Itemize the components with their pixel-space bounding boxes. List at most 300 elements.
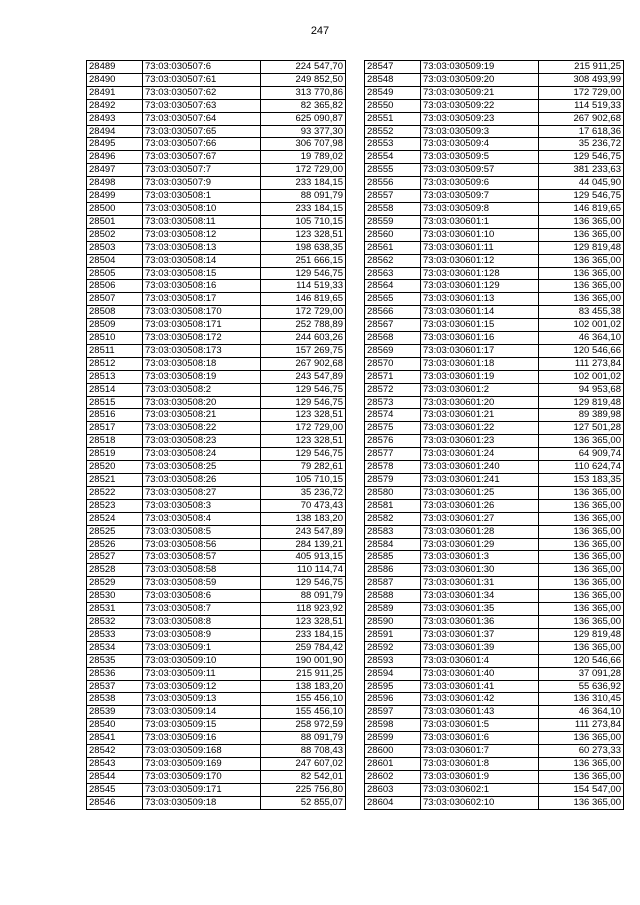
table-row — [87, 628, 346, 641]
row-number-cell: 28576 — [365, 435, 421, 448]
cadastral-number-cell: 73:03:030601:29 — [421, 538, 539, 551]
cadastral-number-cell: 73:03:030601:7 — [421, 745, 539, 758]
row-number-cell: 28510 — [87, 332, 143, 345]
row-number-cell: 28563 — [365, 267, 421, 280]
row-number-cell: 28522 — [87, 486, 143, 499]
row-number-cell: 28492 — [87, 99, 143, 112]
table-row — [365, 564, 624, 577]
value-cell: 172 729,00 — [261, 306, 346, 319]
table-row — [365, 370, 624, 383]
value-cell: 129 546,75 — [261, 448, 346, 461]
value-cell: 88 091,79 — [261, 590, 346, 603]
registry-table-left — [86, 60, 346, 810]
row-number-cell: 28574 — [365, 409, 421, 422]
table-row — [365, 190, 624, 203]
table-row — [87, 125, 346, 138]
registry-table-right-body — [365, 61, 624, 810]
row-number-cell: 28586 — [365, 564, 421, 577]
cadastral-number-cell: 73:03:030508:5 — [143, 525, 261, 538]
table-row — [87, 693, 346, 706]
table-row — [87, 667, 346, 680]
value-cell: 127 501,28 — [539, 422, 624, 435]
table-row — [87, 732, 346, 745]
cadastral-number-cell: 73:03:030507:9 — [143, 177, 261, 190]
cadastral-number-cell: 73:03:030601:240 — [421, 461, 539, 474]
table-row — [365, 538, 624, 551]
row-number-cell: 28515 — [87, 396, 143, 409]
cadastral-number-cell: 73:03:030509:57 — [421, 164, 539, 177]
row-number-cell: 28529 — [87, 577, 143, 590]
value-cell: 136 365,00 — [539, 577, 624, 590]
table-row — [365, 151, 624, 164]
cadastral-number-cell: 73:03:030508:16 — [143, 280, 261, 293]
row-number-cell: 28527 — [87, 551, 143, 564]
value-cell: 102 001,02 — [539, 370, 624, 383]
table-row — [365, 202, 624, 215]
row-number-cell: 28580 — [365, 486, 421, 499]
cadastral-number-cell: 73:03:030508:10 — [143, 202, 261, 215]
table-row — [365, 319, 624, 332]
table-row — [87, 344, 346, 357]
value-cell: 252 788,89 — [261, 319, 346, 332]
row-number-cell: 28557 — [365, 190, 421, 203]
value-cell: 82 365,82 — [261, 99, 346, 112]
cadastral-number-cell: 73:03:030508:27 — [143, 486, 261, 499]
table-row — [87, 99, 346, 112]
row-number-cell: 28500 — [87, 202, 143, 215]
value-cell: 60 273,33 — [539, 745, 624, 758]
value-cell: 136 365,00 — [539, 538, 624, 551]
table-row — [365, 383, 624, 396]
row-number-cell: 28561 — [365, 241, 421, 254]
row-number-cell: 28565 — [365, 293, 421, 306]
cadastral-number-cell: 73:03:030509:169 — [143, 757, 261, 770]
value-cell: 136 365,00 — [539, 757, 624, 770]
table-row — [87, 577, 346, 590]
cadastral-number-cell: 73:03:030601:39 — [421, 641, 539, 654]
row-number-cell: 28538 — [87, 693, 143, 706]
value-cell: 136 365,00 — [539, 293, 624, 306]
cadastral-number-cell: 73:03:030508:170 — [143, 306, 261, 319]
cadastral-number-cell: 73:03:030509:14 — [143, 706, 261, 719]
row-number-cell: 28518 — [87, 435, 143, 448]
value-cell: 136 365,00 — [539, 564, 624, 577]
table-row — [365, 86, 624, 99]
table-row — [365, 332, 624, 345]
value-cell: 215 911,25 — [539, 61, 624, 74]
table-row — [87, 396, 346, 409]
value-cell: 129 546,75 — [539, 190, 624, 203]
value-cell: 243 547,89 — [261, 525, 346, 538]
value-cell: 267 902,68 — [261, 357, 346, 370]
value-cell: 146 819,65 — [539, 202, 624, 215]
cadastral-number-cell: 73:03:030601:26 — [421, 499, 539, 512]
cadastral-number-cell: 73:03:030601:35 — [421, 603, 539, 616]
value-cell: 52 855,07 — [261, 796, 346, 809]
cadastral-number-cell: 73:03:030507:66 — [143, 138, 261, 151]
cadastral-number-cell: 73:03:030601:1 — [421, 215, 539, 228]
value-cell: 88 091,79 — [261, 732, 346, 745]
row-number-cell: 28508 — [87, 306, 143, 319]
table-row — [365, 680, 624, 693]
value-cell: 136 365,00 — [539, 615, 624, 628]
table-row — [87, 654, 346, 667]
value-cell: 308 493,99 — [539, 73, 624, 86]
table-row — [365, 241, 624, 254]
value-cell: 155 456,10 — [261, 706, 346, 719]
table-row — [87, 86, 346, 99]
value-cell: 129 546,75 — [539, 151, 624, 164]
value-cell: 172 729,00 — [261, 422, 346, 435]
value-cell: 247 607,02 — [261, 757, 346, 770]
value-cell: 136 365,00 — [539, 486, 624, 499]
cadastral-number-cell: 73:03:030601:128 — [421, 267, 539, 280]
value-cell: 110 624,74 — [539, 461, 624, 474]
registry-table-right — [364, 60, 624, 810]
cadastral-number-cell: 73:03:030508:58 — [143, 564, 261, 577]
table-row — [87, 564, 346, 577]
table-row — [87, 409, 346, 422]
row-number-cell: 28531 — [87, 603, 143, 616]
table-row — [365, 486, 624, 499]
row-number-cell: 28494 — [87, 125, 143, 138]
cadastral-number-cell: 73:03:030601:34 — [421, 590, 539, 603]
row-number-cell: 28504 — [87, 254, 143, 267]
table-row — [87, 138, 346, 151]
table-row — [87, 525, 346, 538]
value-cell: 190 001,90 — [261, 654, 346, 667]
cadastral-number-cell: 73:03:030508:57 — [143, 551, 261, 564]
row-number-cell: 28544 — [87, 770, 143, 783]
table-row — [365, 228, 624, 241]
cadastral-number-cell: 73:03:030508:26 — [143, 474, 261, 487]
cadastral-number-cell: 73:03:030508:1 — [143, 190, 261, 203]
row-number-cell: 28524 — [87, 512, 143, 525]
cadastral-number-cell: 73:03:030507:64 — [143, 112, 261, 125]
value-cell: 129 546,75 — [261, 383, 346, 396]
value-cell: 93 377,30 — [261, 125, 346, 138]
row-number-cell: 28603 — [365, 783, 421, 796]
row-number-cell: 28549 — [365, 86, 421, 99]
cadastral-number-cell: 73:03:030601:241 — [421, 474, 539, 487]
cadastral-number-cell: 73:03:030508:2 — [143, 383, 261, 396]
table-row — [87, 151, 346, 164]
value-cell: 105 710,15 — [261, 474, 346, 487]
cadastral-number-cell: 73:03:030508:6 — [143, 590, 261, 603]
value-cell: 136 310,45 — [539, 693, 624, 706]
value-cell: 625 090,87 — [261, 112, 346, 125]
value-cell: 79 282,61 — [261, 461, 346, 474]
value-cell: 249 852,50 — [261, 73, 346, 86]
row-number-cell: 28505 — [87, 267, 143, 280]
value-cell: 136 365,00 — [539, 267, 624, 280]
row-number-cell: 28536 — [87, 667, 143, 680]
row-number-cell: 28573 — [365, 396, 421, 409]
row-number-cell: 28584 — [365, 538, 421, 551]
value-cell: 136 365,00 — [539, 603, 624, 616]
row-number-cell: 28601 — [365, 757, 421, 770]
row-number-cell: 28495 — [87, 138, 143, 151]
value-cell: 136 365,00 — [539, 512, 624, 525]
cadastral-number-cell: 73:03:030601:5 — [421, 719, 539, 732]
row-number-cell: 28548 — [365, 73, 421, 86]
table-row — [87, 357, 346, 370]
table-row — [87, 280, 346, 293]
row-number-cell: 28503 — [87, 241, 143, 254]
row-number-cell: 28592 — [365, 641, 421, 654]
cadastral-number-cell: 73:03:030508:23 — [143, 435, 261, 448]
table-row — [87, 783, 346, 796]
row-number-cell: 28602 — [365, 770, 421, 783]
cadastral-number-cell: 73:03:030601:30 — [421, 564, 539, 577]
table-row — [87, 538, 346, 551]
value-cell: 258 972,59 — [261, 719, 346, 732]
cadastral-number-cell: 73:03:030509:1 — [143, 641, 261, 654]
value-cell: 105 710,15 — [261, 215, 346, 228]
cadastral-number-cell: 73:03:030601:8 — [421, 757, 539, 770]
row-number-cell: 28585 — [365, 551, 421, 564]
table-row — [87, 177, 346, 190]
cadastral-number-cell: 73:03:030601:28 — [421, 525, 539, 538]
cadastral-number-cell: 73:03:030509:16 — [143, 732, 261, 745]
row-number-cell: 28491 — [87, 86, 143, 99]
table-row — [87, 332, 346, 345]
row-number-cell: 28604 — [365, 796, 421, 809]
row-number-cell: 28525 — [87, 525, 143, 538]
value-cell: 225 756,80 — [261, 783, 346, 796]
row-number-cell: 28555 — [365, 164, 421, 177]
value-cell: 129 819,48 — [539, 241, 624, 254]
page-number: 247 — [310, 25, 330, 37]
table-row — [87, 615, 346, 628]
cadastral-number-cell: 73:03:030509:15 — [143, 719, 261, 732]
table-row — [87, 551, 346, 564]
value-cell: 136 365,00 — [539, 280, 624, 293]
value-cell: 136 365,00 — [539, 732, 624, 745]
cadastral-number-cell: 73:03:030508:7 — [143, 603, 261, 616]
table-row — [365, 757, 624, 770]
table-row — [87, 796, 346, 809]
value-cell: 129 819,48 — [539, 628, 624, 641]
value-cell: 114 519,33 — [261, 280, 346, 293]
row-number-cell: 28511 — [87, 344, 143, 357]
table-row — [365, 306, 624, 319]
cadastral-number-cell: 73:03:030601:22 — [421, 422, 539, 435]
table-row — [365, 254, 624, 267]
value-cell: 267 902,68 — [539, 112, 624, 125]
value-cell: 244 603,26 — [261, 332, 346, 345]
row-number-cell: 28526 — [87, 538, 143, 551]
value-cell: 82 542,01 — [261, 770, 346, 783]
table-row — [87, 680, 346, 693]
value-cell: 313 770,86 — [261, 86, 346, 99]
row-number-cell: 28552 — [365, 125, 421, 138]
value-cell: 259 784,42 — [261, 641, 346, 654]
value-cell: 111 273,84 — [539, 357, 624, 370]
cadastral-number-cell: 73:03:030509:7 — [421, 190, 539, 203]
value-cell: 110 114,74 — [261, 564, 346, 577]
row-number-cell: 28512 — [87, 357, 143, 370]
value-cell: 88 708,43 — [261, 745, 346, 758]
row-number-cell: 28587 — [365, 577, 421, 590]
cadastral-number-cell: 73:03:030601:16 — [421, 332, 539, 345]
table-row — [87, 745, 346, 758]
table-row — [365, 732, 624, 745]
row-number-cell: 28566 — [365, 306, 421, 319]
value-cell: 102 001,02 — [539, 319, 624, 332]
value-cell: 120 546,66 — [539, 344, 624, 357]
row-number-cell: 28598 — [365, 719, 421, 732]
row-number-cell: 28496 — [87, 151, 143, 164]
row-number-cell: 28562 — [365, 254, 421, 267]
row-number-cell: 28588 — [365, 590, 421, 603]
table-row — [365, 357, 624, 370]
value-cell: 123 328,51 — [261, 435, 346, 448]
value-cell: 155 456,10 — [261, 693, 346, 706]
value-cell: 35 236,72 — [261, 486, 346, 499]
table-row — [87, 448, 346, 461]
cadastral-number-cell: 73:03:030601:21 — [421, 409, 539, 422]
cadastral-number-cell: 73:03:030507:63 — [143, 99, 261, 112]
row-number-cell: 28489 — [87, 61, 143, 74]
cadastral-number-cell: 73:03:030509:170 — [143, 770, 261, 783]
row-number-cell: 28528 — [87, 564, 143, 577]
value-cell: 35 236,72 — [539, 138, 624, 151]
row-number-cell: 28564 — [365, 280, 421, 293]
row-number-cell: 28519 — [87, 448, 143, 461]
cadastral-number-cell: 73:03:030509:19 — [421, 61, 539, 74]
row-number-cell: 28553 — [365, 138, 421, 151]
value-cell: 120 546,66 — [539, 654, 624, 667]
cadastral-number-cell: 73:03:030507:62 — [143, 86, 261, 99]
row-number-cell: 28513 — [87, 370, 143, 383]
table-row — [87, 706, 346, 719]
cadastral-number-cell: 73:03:030602:10 — [421, 796, 539, 809]
cadastral-number-cell: 73:03:030507:65 — [143, 125, 261, 138]
table-row — [365, 164, 624, 177]
table-row — [365, 706, 624, 719]
table-row — [365, 112, 624, 125]
cadastral-number-cell: 73:03:030601:19 — [421, 370, 539, 383]
row-number-cell: 28560 — [365, 228, 421, 241]
row-number-cell: 28575 — [365, 422, 421, 435]
cadastral-number-cell: 73:03:030601:23 — [421, 435, 539, 448]
table-row — [365, 551, 624, 564]
table-row — [365, 796, 624, 809]
cadastral-number-cell: 73:03:030508:13 — [143, 241, 261, 254]
table-row — [87, 590, 346, 603]
cadastral-number-cell: 73:03:030601:17 — [421, 344, 539, 357]
value-cell: 284 139,21 — [261, 538, 346, 551]
row-number-cell: 28506 — [87, 280, 143, 293]
row-number-cell: 28533 — [87, 628, 143, 641]
value-cell: 198 638,35 — [261, 241, 346, 254]
table-row — [87, 719, 346, 732]
table-row — [365, 177, 624, 190]
row-number-cell: 28554 — [365, 151, 421, 164]
row-number-cell: 28599 — [365, 732, 421, 745]
table-row — [365, 448, 624, 461]
cadastral-number-cell: 73:03:030508:3 — [143, 499, 261, 512]
table-row — [365, 641, 624, 654]
value-cell: 46 364,10 — [539, 332, 624, 345]
value-cell: 136 365,00 — [539, 499, 624, 512]
cadastral-number-cell: 73:03:030601:3 — [421, 551, 539, 564]
value-cell: 146 819,65 — [261, 293, 346, 306]
row-number-cell: 28582 — [365, 512, 421, 525]
row-number-cell: 28596 — [365, 693, 421, 706]
cadastral-number-cell: 73:03:030508:9 — [143, 628, 261, 641]
table-row — [365, 577, 624, 590]
cadastral-number-cell: 73:03:030601:4 — [421, 654, 539, 667]
registry-table-left-body — [87, 61, 346, 810]
table-row — [365, 215, 624, 228]
cadastral-number-cell: 73:03:030601:18 — [421, 357, 539, 370]
value-cell: 37 091,28 — [539, 667, 624, 680]
value-cell: 111 273,84 — [539, 719, 624, 732]
value-cell: 381 233,63 — [539, 164, 624, 177]
cadastral-number-cell: 73:03:030601:41 — [421, 680, 539, 693]
table-row — [365, 615, 624, 628]
value-cell: 46 364,10 — [539, 706, 624, 719]
cadastral-number-cell: 73:03:030601:10 — [421, 228, 539, 241]
cadastral-number-cell: 73:03:030601:14 — [421, 306, 539, 319]
table-row — [87, 319, 346, 332]
cadastral-number-cell: 73:03:030509:12 — [143, 680, 261, 693]
row-number-cell: 28581 — [365, 499, 421, 512]
value-cell: 114 519,33 — [539, 99, 624, 112]
value-cell: 136 365,00 — [539, 796, 624, 809]
row-number-cell: 28568 — [365, 332, 421, 345]
cadastral-number-cell: 73:03:030509:168 — [143, 745, 261, 758]
table-row — [87, 202, 346, 215]
table-row — [365, 719, 624, 732]
cadastral-number-cell: 73:03:030508:20 — [143, 396, 261, 409]
table-row — [87, 267, 346, 280]
value-cell: 129 546,75 — [261, 396, 346, 409]
cadastral-number-cell: 73:03:030601:27 — [421, 512, 539, 525]
cadastral-number-cell: 73:03:030509:8 — [421, 202, 539, 215]
table-row — [87, 164, 346, 177]
cadastral-number-cell: 73:03:030508:11 — [143, 215, 261, 228]
row-number-cell: 28509 — [87, 319, 143, 332]
table-row — [365, 422, 624, 435]
cadastral-number-cell: 73:03:030508:171 — [143, 319, 261, 332]
table-row — [87, 474, 346, 487]
cadastral-number-cell: 73:03:030601:43 — [421, 706, 539, 719]
row-number-cell: 28545 — [87, 783, 143, 796]
row-number-cell: 28532 — [87, 615, 143, 628]
value-cell: 157 269,75 — [261, 344, 346, 357]
row-number-cell: 28569 — [365, 344, 421, 357]
table-row — [87, 254, 346, 267]
value-cell: 243 547,89 — [261, 370, 346, 383]
value-cell: 136 365,00 — [539, 551, 624, 564]
table-row — [87, 422, 346, 435]
table-row — [87, 486, 346, 499]
value-cell: 136 365,00 — [539, 770, 624, 783]
cadastral-number-cell: 73:03:030601:24 — [421, 448, 539, 461]
table-row — [365, 745, 624, 758]
cadastral-number-cell: 73:03:030508:56 — [143, 538, 261, 551]
cadastral-number-cell: 73:03:030508:12 — [143, 228, 261, 241]
cadastral-number-cell: 73:03:030509:171 — [143, 783, 261, 796]
row-number-cell: 28595 — [365, 680, 421, 693]
cadastral-number-cell: 73:03:030508:14 — [143, 254, 261, 267]
cadastral-number-cell: 73:03:030508:15 — [143, 267, 261, 280]
row-number-cell: 28550 — [365, 99, 421, 112]
table-row — [365, 293, 624, 306]
